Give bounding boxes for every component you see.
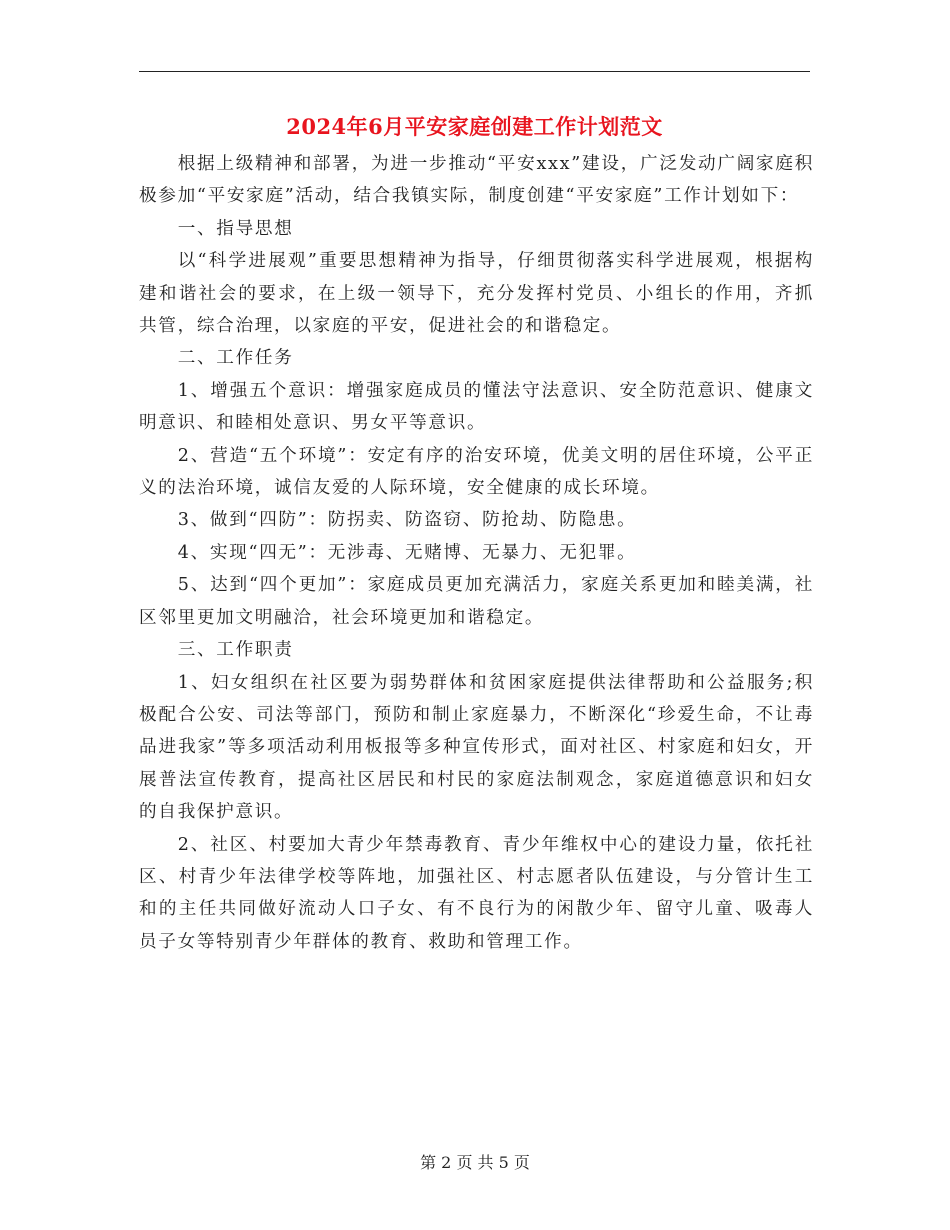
section-heading-responsibilities: 三、工作职责	[177, 640, 294, 661]
responsibility-item-2: 2、社区、村要加大青少年禁毒教育、青少年维权中心的建设力量，依托社区、村青少年法律学校等阵地，加强社区、村志愿者队伍建设，与分管计生工和的主任共同做好流动人口子女、有不良行为的闲散少年、留守儿童、吸毒人员子女等特别青少年群体的教育、救助和管理工作。	[139, 834, 814, 952]
task-item-2: 2、营造“五个环境”：安定有序的治安环境，优美文明的居住环境，公平正义的法治环境，诚信友爱的人际环境，安全健康的成长环境。	[139, 445, 814, 499]
task-item-4: 4、实现“四无”：无涉毒、无赌博、无暴力、无犯罪。	[177, 542, 637, 563]
section-heading-guiding-ideology: 一、指导思想	[177, 218, 294, 239]
header-rule	[139, 71, 810, 72]
section-heading-work-tasks: 二、工作任务	[177, 348, 294, 369]
task-item-5: 5、达到“四个更加”：家庭成员更加充满活力，家庭关系更加和睦美满，社区邻里更加文明融洽，社会环境更加和谐稳定。	[139, 575, 814, 628]
document-title: 2024年6月平安家庭创建工作计划范文	[286, 114, 663, 139]
task-item-3: 3、做到“四防”：防拐卖、防盗窃、防抢劫、防隐患。	[177, 510, 637, 531]
responsibility-item-1: 1、妇女组织在社区要为弱势群体和贫困家庭提供法律帮助和公益服务;积极配合公安、司法等部门，预防和制止家庭暴力，不断深化“珍爱生命，不让毒品进我家”等多项活动利用板报等多种宣传形式，面对社区、村家庭和妇女，开展普法宣传教育，提高社区居民和村民的家庭法制观念，家庭道德意识和妇女的自我保护意识。	[139, 672, 814, 823]
task-item-1: 1、增强五个意识：增强家庭成员的懂法守法意识、安全防范意识、健康文明意识、和睦相处意识、男女平等意识。	[139, 380, 814, 434]
document-body	[139, 148, 814, 958]
guiding-ideology-paragraph: 以“科学进展观”重要思想精神为指导，仔细贯彻落实科学进展观，根据构建和谐社会的要求，在上级一领导下，充分发挥村党员、小组长的作用，齐抓共管，综合治理，以家庭的平安，促进社会的和谐稳定。	[139, 251, 814, 337]
intro-paragraph: 根据上级精神和部署，为进一步推动“平安xxx”建设，广泛发动广阔家庭积极参加“平安家庭”活动，结合我镇实际，制度创建“平安家庭”工作计划如下：	[139, 154, 814, 207]
page-footer: 第 2 页 共 5 页	[420, 1153, 530, 1172]
